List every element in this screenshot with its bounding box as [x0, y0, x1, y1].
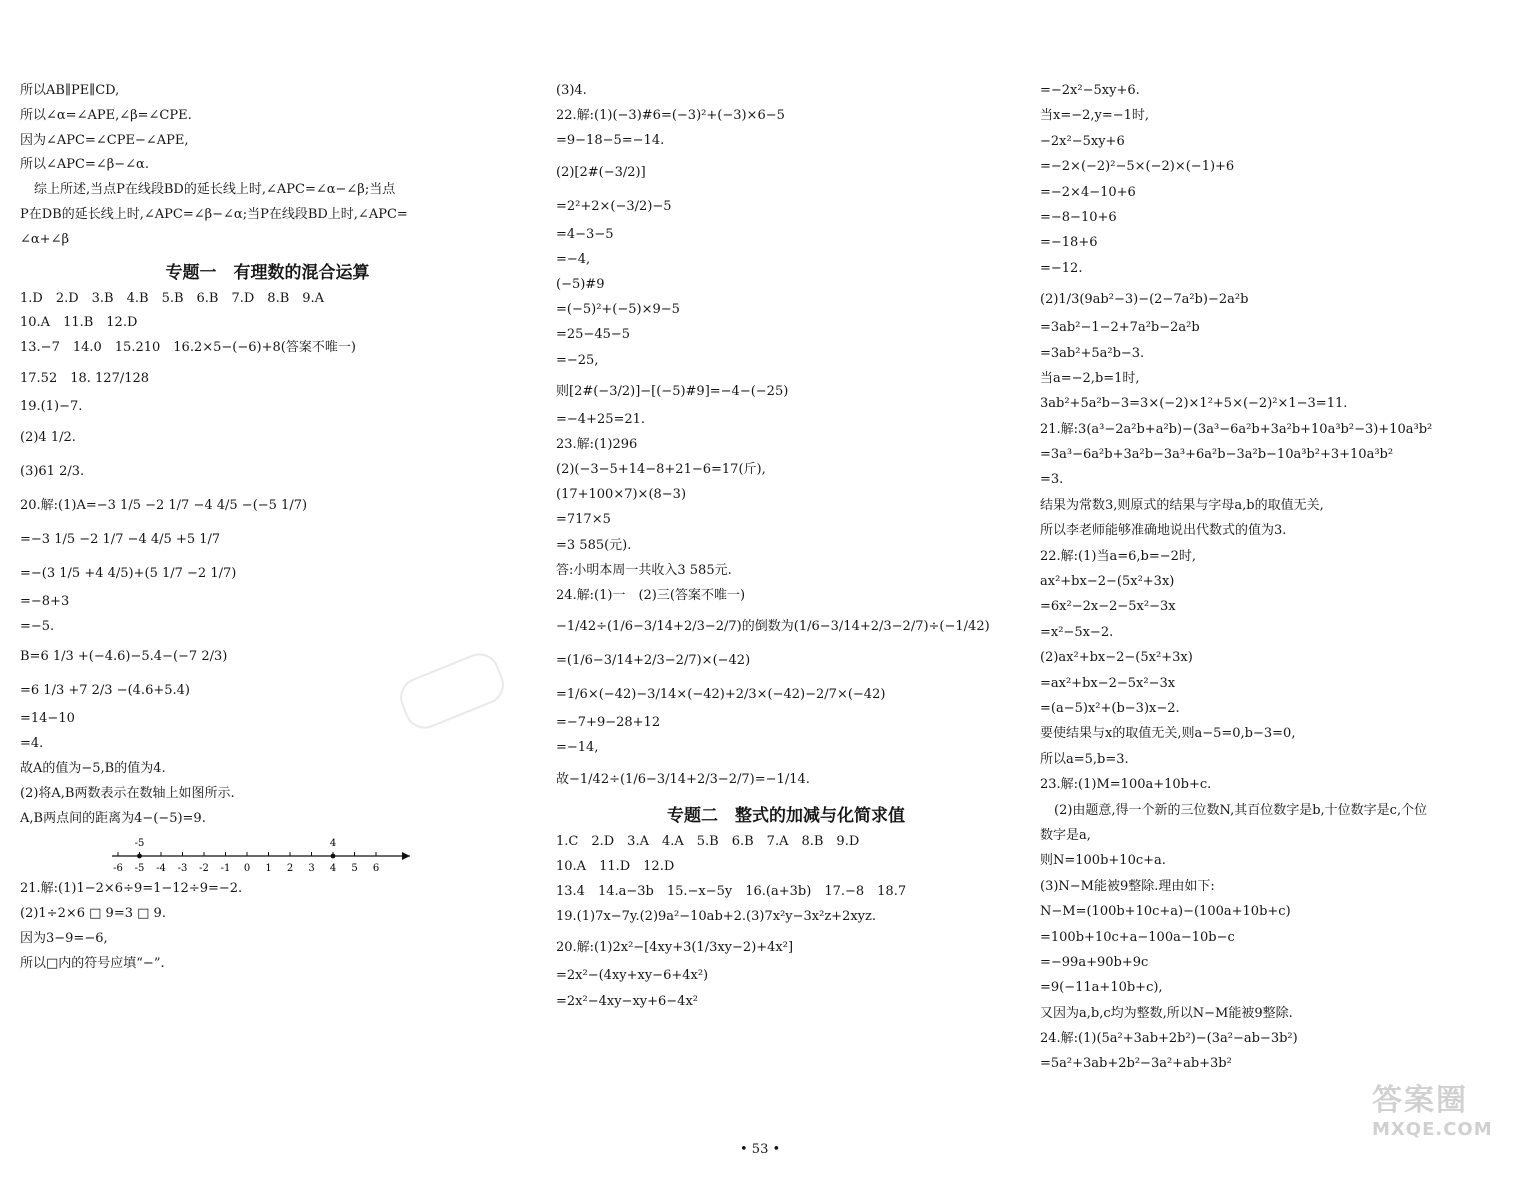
- answer-line: 17.52 18. 127/128: [20, 370, 150, 386]
- answer-line: 所以∠APC=∠β−∠α.: [20, 157, 149, 173]
- answer-line: =−8+3: [20, 593, 70, 609]
- answer-line: ∠α+∠β: [20, 231, 69, 247]
- answer-line: =2x²−4xy−xy+6−4x²: [556, 993, 698, 1009]
- watermark-top-text: 答案圈: [1372, 1083, 1468, 1118]
- answer-line: B=6 1/3 +(−4.6)−5.4−(−7 2/3): [20, 649, 228, 665]
- answer-line: 答:小明本周一共收入3 585元.: [556, 562, 732, 578]
- answer-line: 23.解:(1)296: [556, 436, 638, 452]
- answer-line: =6 1/3 +7 2/3 −(4.6+5.4): [20, 683, 190, 699]
- answer-line: 所以李老师能够准确地说出代数式的值为3.: [1040, 523, 1287, 539]
- number-line-tick-label: -3: [177, 863, 188, 875]
- number-line-tick-label: 0: [243, 863, 251, 875]
- number-line-point-label: -5: [134, 838, 145, 850]
- answer-line: 所以∠α=∠APE,∠β=∠CPE.: [20, 107, 192, 123]
- answer-line: =1/6×(−42)−3/14×(−42)+2/3×(−42)−2/7×(−42): [556, 687, 886, 703]
- answer-line: =(a−5)x²+(b−3)x−2.: [1040, 700, 1180, 716]
- answer-line: 则[2#(−3/2)]−[(−5)#9]=−4−(−25): [556, 383, 789, 399]
- answer-line: 21.解:(1)1−2×6÷9=1−12÷9=−2.: [20, 881, 243, 897]
- answer-line: =−(3 1/5 +4 4/5)+(5 1/7 −2 1/7): [20, 565, 237, 581]
- section-heading: 专题一 有理数的混合运算: [165, 262, 370, 283]
- answer-line: =−25,: [556, 352, 599, 368]
- number-line-tick-label: 5: [351, 863, 358, 875]
- answer-line: =−14,: [556, 740, 599, 756]
- answer-line: 所以□内的符号应填“−”.: [20, 955, 165, 971]
- number-line-tick-label: 2: [286, 863, 294, 875]
- answer-line: =4.: [20, 736, 44, 752]
- answer-line: 因为3−9=−6,: [20, 930, 108, 946]
- watermark-bottom-text: MXQE.COM: [1372, 1119, 1493, 1140]
- answer-line: =−2×(−2)²−5×(−2)×(−1)+6: [1040, 159, 1235, 175]
- answer-line: 当a=−2,b=1时,: [1040, 370, 1140, 386]
- answer-line: =(1/6−3/14+2/3−2/7)×(−42): [556, 653, 751, 669]
- answer-line: =9−18−5=−14.: [556, 133, 665, 149]
- answer-line: 22.解:(1)(−3)#6=(−3)²+(−3)×6−5: [556, 108, 785, 124]
- answer-line: 13.−7 14.0 15.210 16.2×5−(−6)+8(答案不唯一): [20, 340, 356, 356]
- answer-line: =3.: [1040, 472, 1064, 488]
- answer-line: 23.解:(1)M=100a+10b+c.: [1040, 777, 1212, 793]
- number-line-tick-label: -2: [199, 863, 209, 875]
- answer-line: (3)N−M能被9整除.理由如下:: [1040, 878, 1215, 894]
- answer-line: =x²−5x−2.: [1040, 624, 1114, 640]
- answer-line: =25−45−5: [556, 327, 631, 343]
- answer-line: (2)1/3(9ab²−3)−(2−7a²b)−2a²b: [1040, 292, 1249, 308]
- number-line-tick-label: -4: [156, 863, 166, 875]
- answer-line: 则N=100b+10c+a.: [1040, 853, 1166, 869]
- answer-line: (2)ax²+bx−2−(5x²+3x): [1040, 650, 1193, 666]
- answer-line: =−18+6: [1040, 235, 1098, 251]
- answer-line: 19.(1)−7.: [20, 398, 83, 414]
- answer-line: 又因为a,b,c均为整数,所以N−M能被9整除.: [1040, 1005, 1293, 1021]
- answer-line: =−3 1/5 −2 1/7 −4 4/5 +5 1/7: [20, 531, 221, 547]
- answer-line: =9(−11a+10b+c),: [1040, 980, 1163, 996]
- answer-line: =−4+25=21.: [556, 411, 646, 427]
- section-heading: 专题二 整式的加减与化简求值: [667, 805, 905, 826]
- number-line-svg: [110, 834, 430, 880]
- answer-line: 因为∠APC=∠CPE−∠APE,: [20, 132, 189, 148]
- answer-line: 所以a=5,b=3.: [1040, 751, 1129, 767]
- answer-line: −1/42÷(1/6−3/14+2/3−2/7)的倒数为(1/6−3/14+2/3−2/7)÷(−1/42): [556, 619, 990, 635]
- answer-line: (17+100×7)×(8−3): [556, 487, 687, 503]
- answer-line: =5a²+3ab+2b²−3a²+ab+3b²: [1040, 1056, 1232, 1072]
- answer-line: =3ab²−1−2+7a²b−2a²b: [1040, 320, 1200, 336]
- answer-line: −2x²−5xy+6: [1040, 133, 1125, 149]
- answer-line: =3ab²+5a²b−3.: [1040, 345, 1145, 361]
- answer-line: 20.解:(1)2x²−[4xy+3(1/3xy−2)+4x²]: [556, 940, 794, 956]
- answer-line: 13.4 14.a−3b 15.−x−5y 16.(a+3b) 17.−8 18.7: [556, 883, 907, 899]
- answer-line: (2)(−3−5+14−8+21−6=17(斤),: [556, 462, 766, 478]
- answer-line: 10.A 11.D 12.D: [556, 858, 675, 874]
- answer-line: =−7+9−28+12: [556, 715, 661, 731]
- page-number: • 53 •: [740, 1142, 781, 1157]
- answer-line: =4−3−5: [556, 226, 614, 242]
- answer-line: (2)[2#(−3/2)]: [556, 164, 646, 180]
- answer-line: 故A的值为−5,B的值为4.: [20, 760, 166, 776]
- answer-line: (2)将A,B两数表示在数轴上如图所示.: [20, 785, 235, 801]
- left-column: [20, 82, 515, 980]
- answer-line: =ax²+bx−2−5x²−3x: [1040, 675, 1176, 691]
- answer-line: =−4,: [556, 251, 591, 267]
- answer-line: =−12.: [1040, 260, 1083, 276]
- answer-line: 24.解:(1)一 (2)三(答案不唯一): [556, 588, 746, 603]
- answer-line: =(−5)²+(−5)×9−5: [556, 302, 680, 318]
- number-line-tick-label: 1: [265, 863, 272, 875]
- answer-line: 综上所述,当点P在线段BD的延长线上时,∠APC=∠α−∠β;当点: [34, 182, 396, 198]
- answer-line: 故−1/42÷(1/6−3/14+2/3−2/7)=−1/14.: [556, 771, 810, 787]
- answer-line: 结果为常数3,则原式的结果与字母a,b的取值无关,: [1040, 497, 1324, 513]
- answer-line: (2)由题意,得一个新的三位数N,其百位数字是b,十位数字是c,个位: [1054, 802, 1428, 818]
- answer-line: A,B两点间的距离为4−(−5)=9.: [20, 810, 206, 826]
- answer-line: =−2×4−10+6: [1040, 184, 1136, 200]
- answer-line: (3)61 2/3.: [20, 463, 85, 479]
- number-line-tick-label: 3: [308, 863, 315, 875]
- number-line-tick-label: -1: [220, 863, 231, 875]
- answer-line: 要使结果与x的取值无关,则a−5=0,b−3=0,: [1040, 726, 1296, 742]
- answer-line: =−8−10+6: [1040, 209, 1117, 225]
- answer-line: ax²+bx−2−(5x²+3x): [1040, 574, 1175, 590]
- answer-line: 22.解:(1)当a=6,b=−2时,: [1040, 548, 1197, 564]
- number-line-point-label: 4: [329, 838, 337, 850]
- middle-column: [556, 82, 1016, 1018]
- answer-line: =14−10: [20, 711, 75, 727]
- answer-line: (2)1÷2×6 □ 9=3 □ 9.: [20, 906, 166, 922]
- answer-line: =−2x²−5xy+6.: [1040, 83, 1140, 98]
- answer-line: =−5.: [20, 618, 55, 634]
- answer-line: =3a³−6a²b+3a²b−3a³+6a²b−3a²b−10a³b²+3+10a³b²: [1040, 447, 1394, 463]
- answer-line: =6x²−2x−2−5x²−3x: [1040, 599, 1176, 615]
- answer-line: 20.解:(1)A=−3 1/5 −2 1/7 −4 4/5 −(−5 1/7): [20, 497, 308, 513]
- number-line-tick-label: -5: [134, 863, 145, 875]
- number-line-tick-label: 6: [372, 863, 380, 875]
- number-line-figure: [20, 834, 515, 880]
- answer-line: (3)4.: [556, 83, 587, 98]
- answer-line: 3ab²+5a²b−3=3×(−2)×1²+5×(−2)²×1−3=11.: [1040, 396, 1348, 412]
- right-column: [1040, 82, 1518, 1081]
- answer-line: 数字是a,: [1040, 827, 1091, 843]
- answer-line: 24.解:(1)(5a²+3ab+2b²)−(3a²−ab−3b²): [1040, 1031, 1298, 1047]
- number-line-point: [137, 854, 142, 859]
- answer-line: 所以AB∥PE∥CD,: [20, 83, 120, 98]
- number-line-arrow: [402, 852, 410, 860]
- answer-line: 19.(1)7x−7y.(2)9a²−10ab+2.(3)7x²y−3x²z+2xyz.: [556, 909, 877, 925]
- answer-line: (2)4 1/2.: [20, 429, 76, 445]
- answer-line: =717×5: [556, 512, 611, 528]
- answer-line: N−M=(100b+10c+a)−(100a+10b+c): [1040, 904, 1291, 920]
- number-line-point: [331, 854, 336, 859]
- answer-line: =−99a+90b+9c: [1040, 954, 1149, 970]
- answer-line: =100b+10c+a−100a−10b−c: [1040, 929, 1235, 945]
- answer-line: 1.C 2.D 3.A 4.A 5.B 6.B 7.A 8.B 9.D: [556, 833, 860, 849]
- answer-line: =3 585(元).: [556, 537, 632, 553]
- watermark-logo: [1372, 1075, 1522, 1159]
- answer-line: 当x=−2,y=−1时,: [1040, 108, 1150, 124]
- answer-line: P在DB的延长线上时,∠APC=∠β−∠α;当P在线段BD上时,∠APC=: [20, 206, 408, 222]
- answer-line: =2²+2×(−3/2)−5: [556, 198, 672, 214]
- answer-line: 10.A 11.B 12.D: [20, 315, 138, 331]
- number-line-tick-label: 4: [329, 863, 337, 875]
- answer-line: (−5)#9: [556, 276, 605, 292]
- answer-line: 1.D 2.D 3.B 4.B 5.B 6.B 7.D 8.B 9.A: [20, 290, 325, 306]
- answer-line: 21.解:3(a³−2a²b+a²b)−(3a³−6a²b+3a²b+10a³b²−3)+10a³b²: [1040, 421, 1433, 437]
- answer-line: =2x²−(4xy+xy−6+4x²): [556, 968, 709, 984]
- number-line-tick-label: -6: [113, 863, 123, 875]
